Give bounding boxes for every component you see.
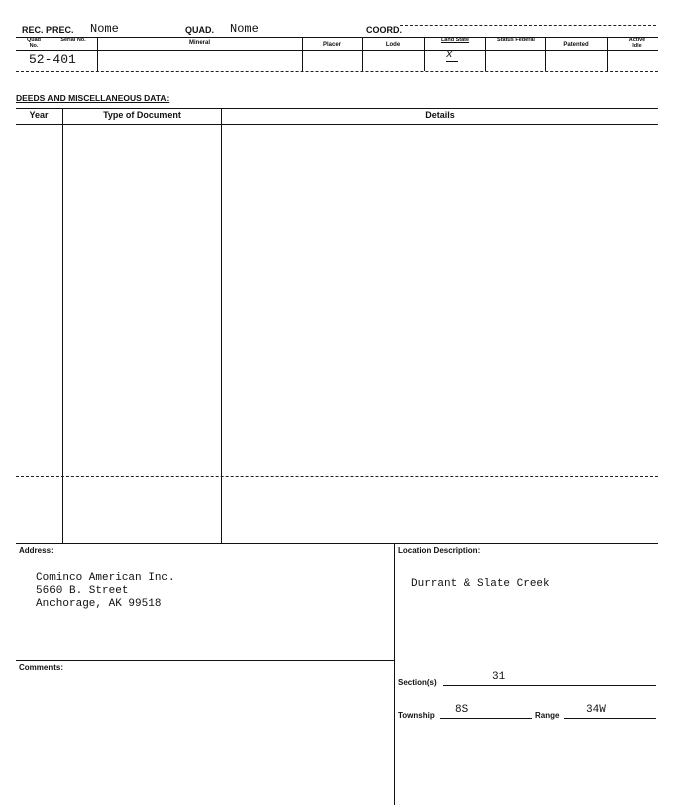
col-serial-no: Serial No. [60,37,86,43]
comments-top-rule [16,660,394,661]
coord-dashed-line [400,25,656,26]
col-active-idle: Active Idle [628,37,646,49]
lower-section-divider [394,543,395,805]
claim-col-divider [424,37,425,71]
address-label: Address: [19,546,54,555]
location-description-value: Durrant & Slate Creek [411,578,550,590]
col-placer: Placer [322,42,341,48]
land-state-mark: x [446,49,453,61]
lower-section-top-rule [16,543,658,544]
col-land-state: Land State [440,37,470,43]
coord-label: COORD. [366,25,402,35]
claim-table-bottom-dashed-rule [16,71,658,72]
deeds-section-title: DEEDS AND MISCELLANEOUS DATA: [16,93,170,103]
deeds-col-divider [221,108,222,543]
township-label: Township [398,711,435,720]
township-value: 8S [455,704,469,716]
col-quad-no: Quad No. [26,37,42,49]
deeds-header-rule [16,124,658,125]
rec-prec-label: REC. PREC. [22,25,74,35]
quad-serial-value: 52-401 [29,52,76,67]
quad-value: Nome [230,22,259,36]
claim-col-divider [485,37,486,71]
deeds-dashed-rule [16,476,658,477]
claim-table-header-rule [16,50,658,51]
col-type-of-document: Type of Document [103,110,181,120]
claim-col-divider [607,37,608,71]
land-state-mark-underline [446,61,458,62]
deeds-top-rule [16,108,658,109]
section-value: 31 [492,671,506,683]
col-year: Year [29,110,49,120]
range-value: 34W [586,704,606,716]
col-status-federal: Status Federal [497,37,535,43]
comments-label: Comments: [19,663,64,672]
location-description-label: Location Description: [398,546,481,555]
address-line: Cominco American Inc. [36,572,175,584]
col-lode: Lode [385,42,401,48]
range-label: Range [535,711,560,720]
township-underline [440,718,532,719]
deeds-col-divider [62,108,63,543]
quad-label: QUAD. [185,25,214,35]
col-mineral: Mineral [188,40,210,46]
address-line: 5660 B. Street [36,585,129,597]
col-details: Details [425,110,455,120]
address-line: Anchorage, AK 99518 [36,598,162,610]
claim-table-top-rule [16,37,658,38]
col-patented: Patented [563,42,589,48]
rec-prec-value: Nome [90,22,119,36]
range-underline [564,718,656,719]
section-label: Section(s) [398,678,437,687]
section-underline [443,685,656,686]
